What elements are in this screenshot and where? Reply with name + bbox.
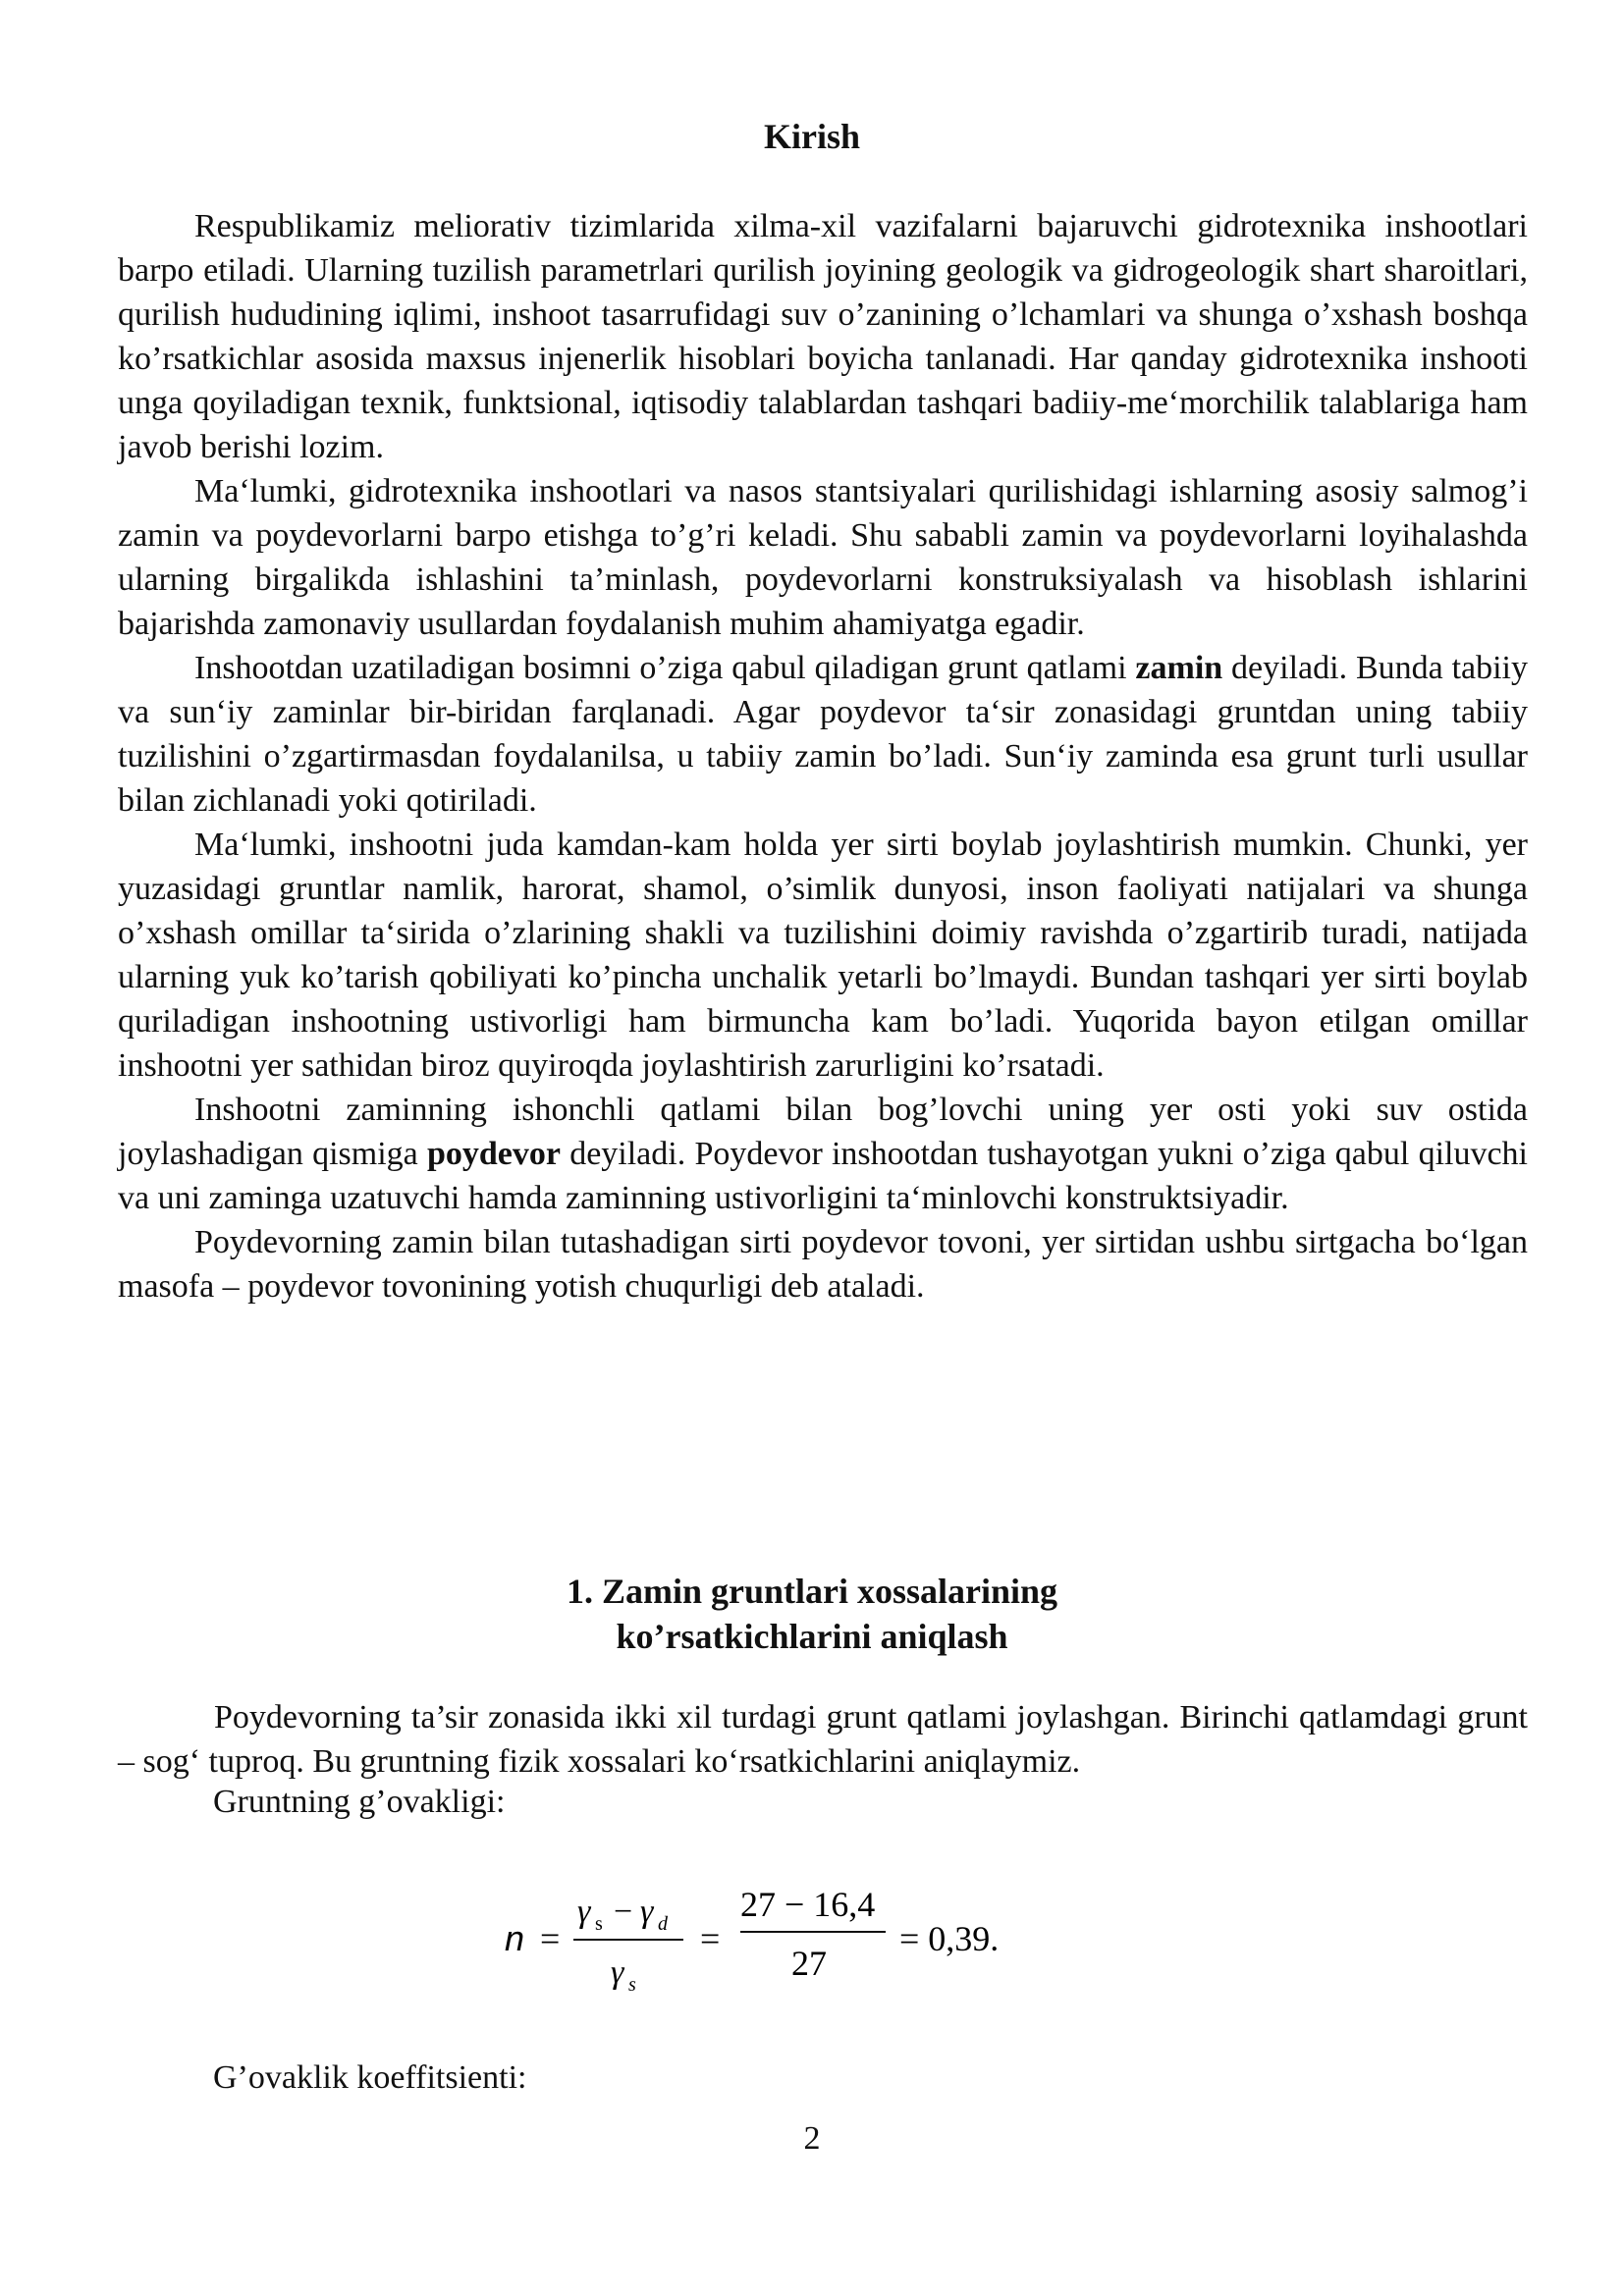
formula-equals-1: =	[540, 1919, 561, 1958]
section-intro: Poydevorning ta’sir zonasida ikki xil turdagi grunt qatlami joylashgan. Birinchi qatlamdagi grunt – sog‘ tuproq. Bu gruntning fizik xossalari ko‘rsatkichlarini aniqlaymiz.	[118, 1699, 1528, 1780]
formula-lhs: n	[505, 1918, 525, 1958]
paragraph-3-start: Inshootdan uzatiladigan bosimni o’ziga qabul qiladigan grunt qatlami	[194, 650, 1136, 686]
porosity-label: Gruntning g’ovakligi:	[213, 1784, 506, 1820]
paragraph-2: Ma‘lumki, gidrotexnika inshootlari va nasos stantsiyalari qurilishidagi ishlarning asosiy salmog’i zamin va poydevorlarni barpo etishga to’g’ri keladi. Shu sababli zamin va poydevorlarni loyihalashda ularning birgalikda ishlashini ta’minlash, poydevorlarni konstruksiyalash va hisoblash ishlarini bajarishda zamonaviy usullardan foydalanish muhim ahamiyatga egadir.	[118, 473, 1528, 642]
formula-numerator: 27 − 16,4	[740, 1885, 876, 1924]
term-poydevor: poydevor	[426, 1136, 561, 1172]
section-body	[118, 1695, 1528, 1784]
formula-result: = 0,39.	[899, 1919, 1000, 1958]
intro-body	[118, 204, 1528, 1308]
formula-gamma-s-den: γ	[611, 1954, 624, 1991]
formula-denominator: 27	[791, 1944, 827, 1983]
section-title	[0, 1569, 1624, 1659]
section-title-line-2: ko’rsatkichlarini aniqlash	[616, 1617, 1008, 1656]
page-number: 2	[803, 2120, 821, 2157]
formula-sub-s: s	[595, 1913, 603, 1935]
formula-gamma-s: γ	[577, 1894, 591, 1930]
paragraph-6: Poydevorning zamin bilan tutashadigan sirti poydevor tovoni, yer sirtidan ushbu sirtgacha bo‘lgan masofa – poydevor tovonining yotish chuqurligi deb ataladi.	[118, 1224, 1528, 1305]
page-heading: Kirish	[763, 117, 860, 156]
paragraph-1: Respublikamiz meliorativ tizimlarida xilma-xil vazifalarni bajaruvchi gidrotexnika inshootlari barpo etiladi. Ularning tuzilish parametrlari qurilish joyining geologik va gidrogeologik shart sharoitlari, qurilish hududining iqlimi, inshoot tasarrufidagi suv o’zanining o’lchamlari va shunga o’xshash boshqa ko’rsatkichlar asosida maxsus injenerlik hisoblari boyicha tanlanadi. Har qanday gidrotexnika inshooti unga qoyiladigan texnik, funktsional, iqtisodiy talablardan tashqari badiiy-me‘morchilik talablariga ham javob berishi lozim.	[118, 208, 1528, 465]
paragraph-3-end: deyiladi. Bunda tabiiy va sun‘iy zaminlar bir-biridan farqlanadi. Agar poydevor ta‘sir zonasidagi gruntdan uning tabiiy tuzilishini o’zgartirmasdan foydalanilsa, u tabiiy zamin bo’ladi. Sun‘iy zaminda esa grunt turli usullar bilan zichlanadi yoki qotiriladi.	[118, 650, 1528, 819]
formula-minus: −	[614, 1894, 633, 1930]
void-ratio-label: G’ovaklik koeffitsienti:	[213, 2059, 527, 2096]
paragraph-5-start: Inshootni zaminning ishonchli qatlami bilan bog’lovchi uning yer osti yoki suv ostida joylashadigan qismiga	[118, 1092, 1528, 1172]
formula-sub-d: d	[658, 1913, 668, 1935]
paragraph-3	[118, 646, 1528, 823]
porosity-formula	[501, 1875, 1051, 2002]
section-title-line-1: 1. Zamin gruntlari xossalarining	[566, 1572, 1058, 1611]
formula-sub-s-den: s	[628, 1974, 636, 1996]
term-zamin: zamin	[1135, 650, 1223, 686]
paragraph-5-end: deyiladi. Poydevor inshootdan tushayotgan yukni o’ziga qabul qiluvchi va uni zaminga uzatuvchi hamda zaminning ustivorligini ta‘minlovchi konstruktsiyadir.	[118, 1136, 1528, 1216]
formula-gamma-d: γ	[640, 1894, 654, 1930]
paragraph-5	[118, 1088, 1528, 1220]
formula-equals-2: =	[700, 1919, 721, 1958]
paragraph-4: Ma‘lumki, inshootni juda kamdan-kam holda yer sirti boylab joylashtirish mumkin. Chunki, yer yuzasidagi gruntlar namlik, harorat, shamol, o’simlik dunyosi, inson faoliyati natijalari va shunga o’xshash omillar ta‘sirida o’zlarining shakli va tuzilishini doimiy ravishda o’zgartirib turadi, natijada ularning yuk ko’tarish qobiliyati ko’pincha unchalik yetarli bo’lmaydi. Bundan tashqari yer sirti boylab quriladigan inshootning ustivorligi ham birmuncha kam bo’ladi. Yuqorida bayon etilgan omillar inshootni yer sathidan biroz quyiroqda joylashtirish zarurligini ko’rsatadi.	[118, 827, 1528, 1084]
